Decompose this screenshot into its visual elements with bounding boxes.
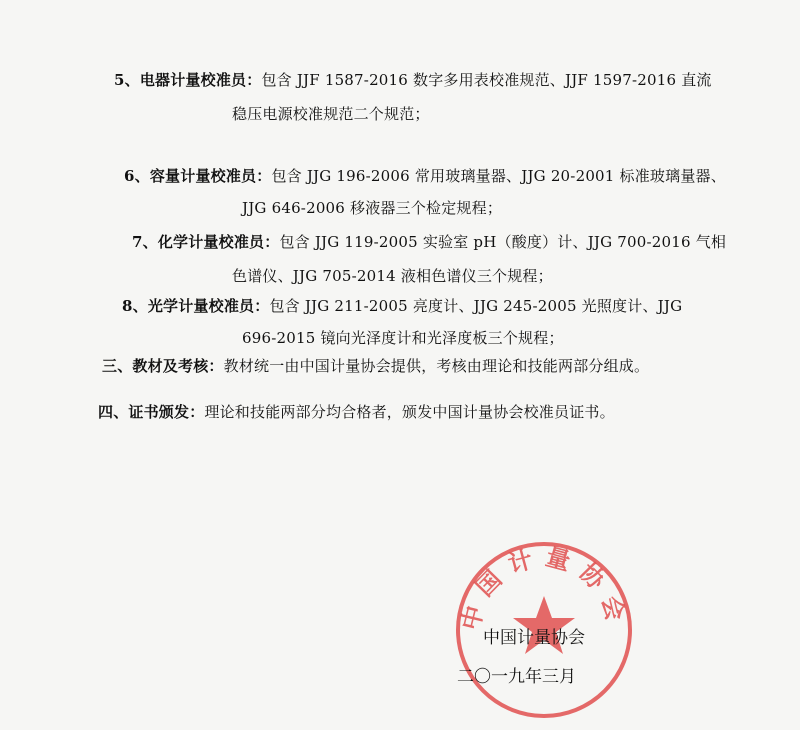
section-4-label: 四、证书颁发：	[98, 403, 205, 421]
item-8-label: 8、光学计量校准员：	[122, 297, 270, 315]
item-7-line-2: 色谱仪、JJG 705-2014 液相色谱仪三个规程；	[232, 267, 553, 285]
item-8-line-2: 696-2015 镜向光泽度计和光泽度板三个规程；	[242, 329, 564, 347]
section-3-text: 教材统一由中国计量协会提供，考核由理论和技能两部分组成。	[223, 357, 650, 375]
item-6-label: 6、容量计量校准员：	[124, 167, 272, 185]
item-6-text: 包含 JJG 196-2006 常用玻璃量器、JJG 20-2001 标准玻璃量器、	[271, 167, 726, 185]
item-7-line-1	[132, 232, 726, 252]
signature-org: 中国计量协会	[483, 628, 585, 648]
item-8-line-1	[122, 296, 682, 316]
item-5-label: 5、电器计量校准员：	[114, 71, 262, 89]
item-5-line-1	[114, 70, 712, 90]
item-7-label: 7、化学计量校准员：	[132, 233, 280, 251]
section-3-label: 三、教材及考核：	[102, 357, 224, 375]
item-6-line-2: JJG 646-2006 移液器三个检定规程；	[242, 199, 503, 217]
item-7-text: 包含 JJG 119-2005 实验室 pH（酸度）计、JJG 700-2016 气相	[279, 233, 727, 251]
item-5-text: 包含 JJF 1587-2016 数字多用表校准规范、JJF 1597-2016 直流	[261, 71, 712, 89]
section-3	[102, 356, 649, 376]
svg-text:中国计量协会: 中国计量协会	[456, 542, 632, 633]
item-8-text: 包含 JJG 211-2005 亮度计、JJG 245-2005 光照度计、JJG	[269, 297, 683, 315]
item-5-line-2: 稳压电源校准规范二个规范；	[232, 105, 430, 123]
item-6-line-1	[124, 166, 726, 186]
signature-date: 二〇一九年三月	[457, 667, 576, 687]
section-4-text: 理论和技能两部分均合格者，颁发中国计量协会校准员证书。	[204, 403, 615, 421]
section-4	[98, 402, 615, 422]
